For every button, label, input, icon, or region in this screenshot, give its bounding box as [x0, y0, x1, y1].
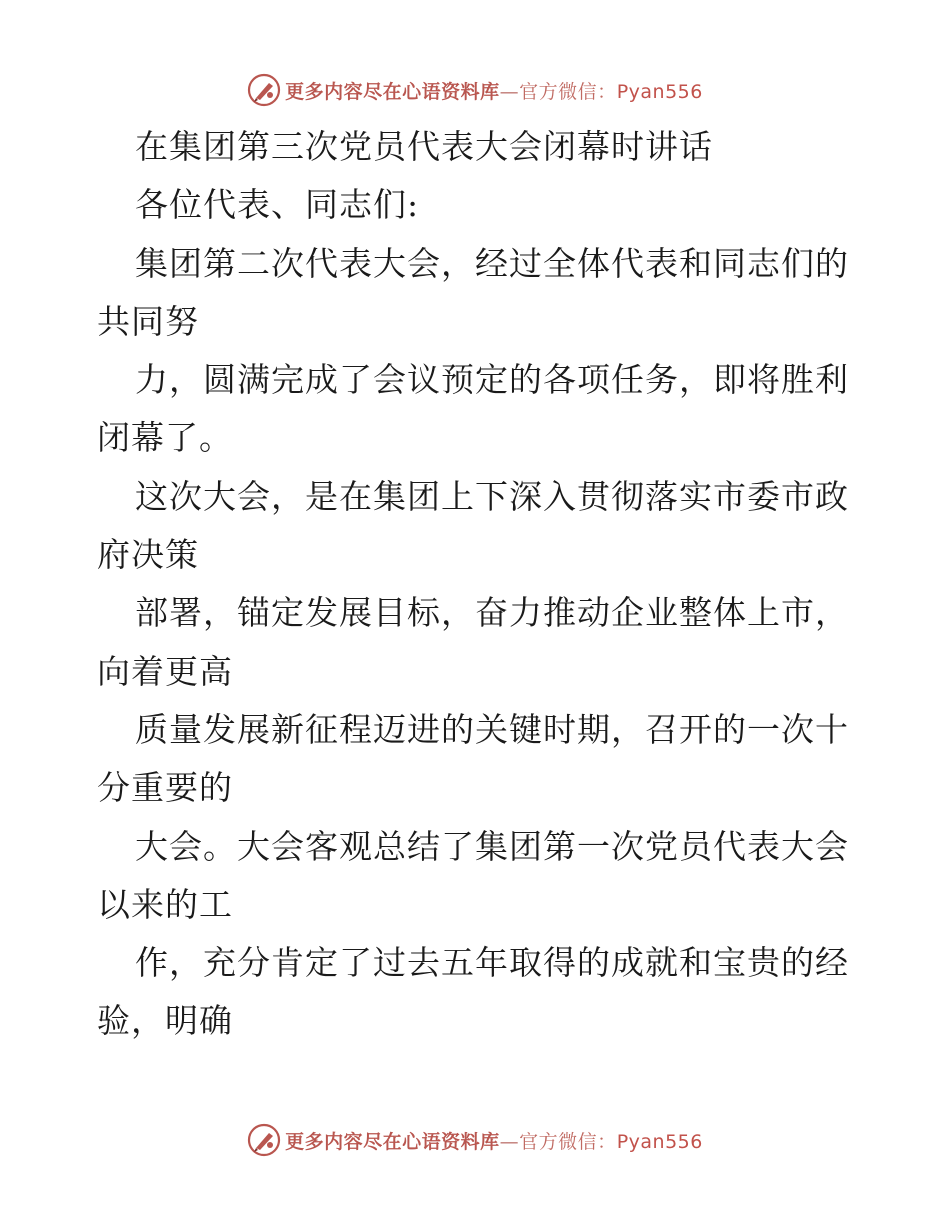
- doc-line: 共同努: [97, 301, 199, 341]
- banner-wechat-id: Pyan556: [616, 80, 703, 103]
- doc-line: 集团第二次代表大会，经过全体代表和同志们的: [135, 243, 849, 283]
- header-banner: [0, 70, 950, 110]
- doc-title: 在集团第三次党员代表大会闭幕时讲话: [135, 127, 713, 166]
- doc-line: 这次大会，是在集团上下深入贯彻落实市委市政: [135, 476, 849, 516]
- banner-dash: —: [499, 80, 520, 103]
- doc-line: 向着更高: [97, 651, 233, 691]
- doc-line: 大会。大会客观总结了集团第一次党员代表大会: [135, 826, 849, 866]
- doc-line: 作，充分肯定了过去五年取得的成就和宝贵的经: [135, 943, 849, 983]
- doc-line: 质量发展新征程迈进的关键时期，召开的一次十: [135, 709, 849, 749]
- footer-banner: [0, 1120, 950, 1160]
- banner-site-text: 更多内容尽在心语资料库: [285, 80, 500, 103]
- pen-logo-icon: [247, 1123, 281, 1157]
- doc-line: 闭幕了。: [97, 418, 233, 458]
- banner-text: [285, 1127, 703, 1154]
- doc-line: 部署，锚定发展目标，奋力推动企业整体上市，: [135, 593, 849, 633]
- banner-wechat-label: 官方微信：: [519, 80, 617, 103]
- banner-dash: —: [499, 1130, 520, 1153]
- banner-wechat-label: 官方微信：: [519, 1130, 617, 1153]
- banner-text: [285, 77, 703, 104]
- banner-site-text: 更多内容尽在心语资料库: [285, 1130, 500, 1153]
- document-body: [97, 118, 857, 1051]
- doc-line: 分重要的: [97, 768, 233, 808]
- doc-line: 验，明确: [97, 1001, 233, 1041]
- doc-line: 以来的工: [97, 884, 233, 924]
- pen-logo-icon: [247, 73, 281, 107]
- banner-wechat-id: Pyan556: [616, 1130, 703, 1153]
- doc-line: 力，圆满完成了会议预定的各项任务，即将胜利: [135, 360, 849, 400]
- doc-salutation: 各位代表、同志们:: [135, 185, 420, 225]
- doc-line: 府决策: [97, 535, 199, 575]
